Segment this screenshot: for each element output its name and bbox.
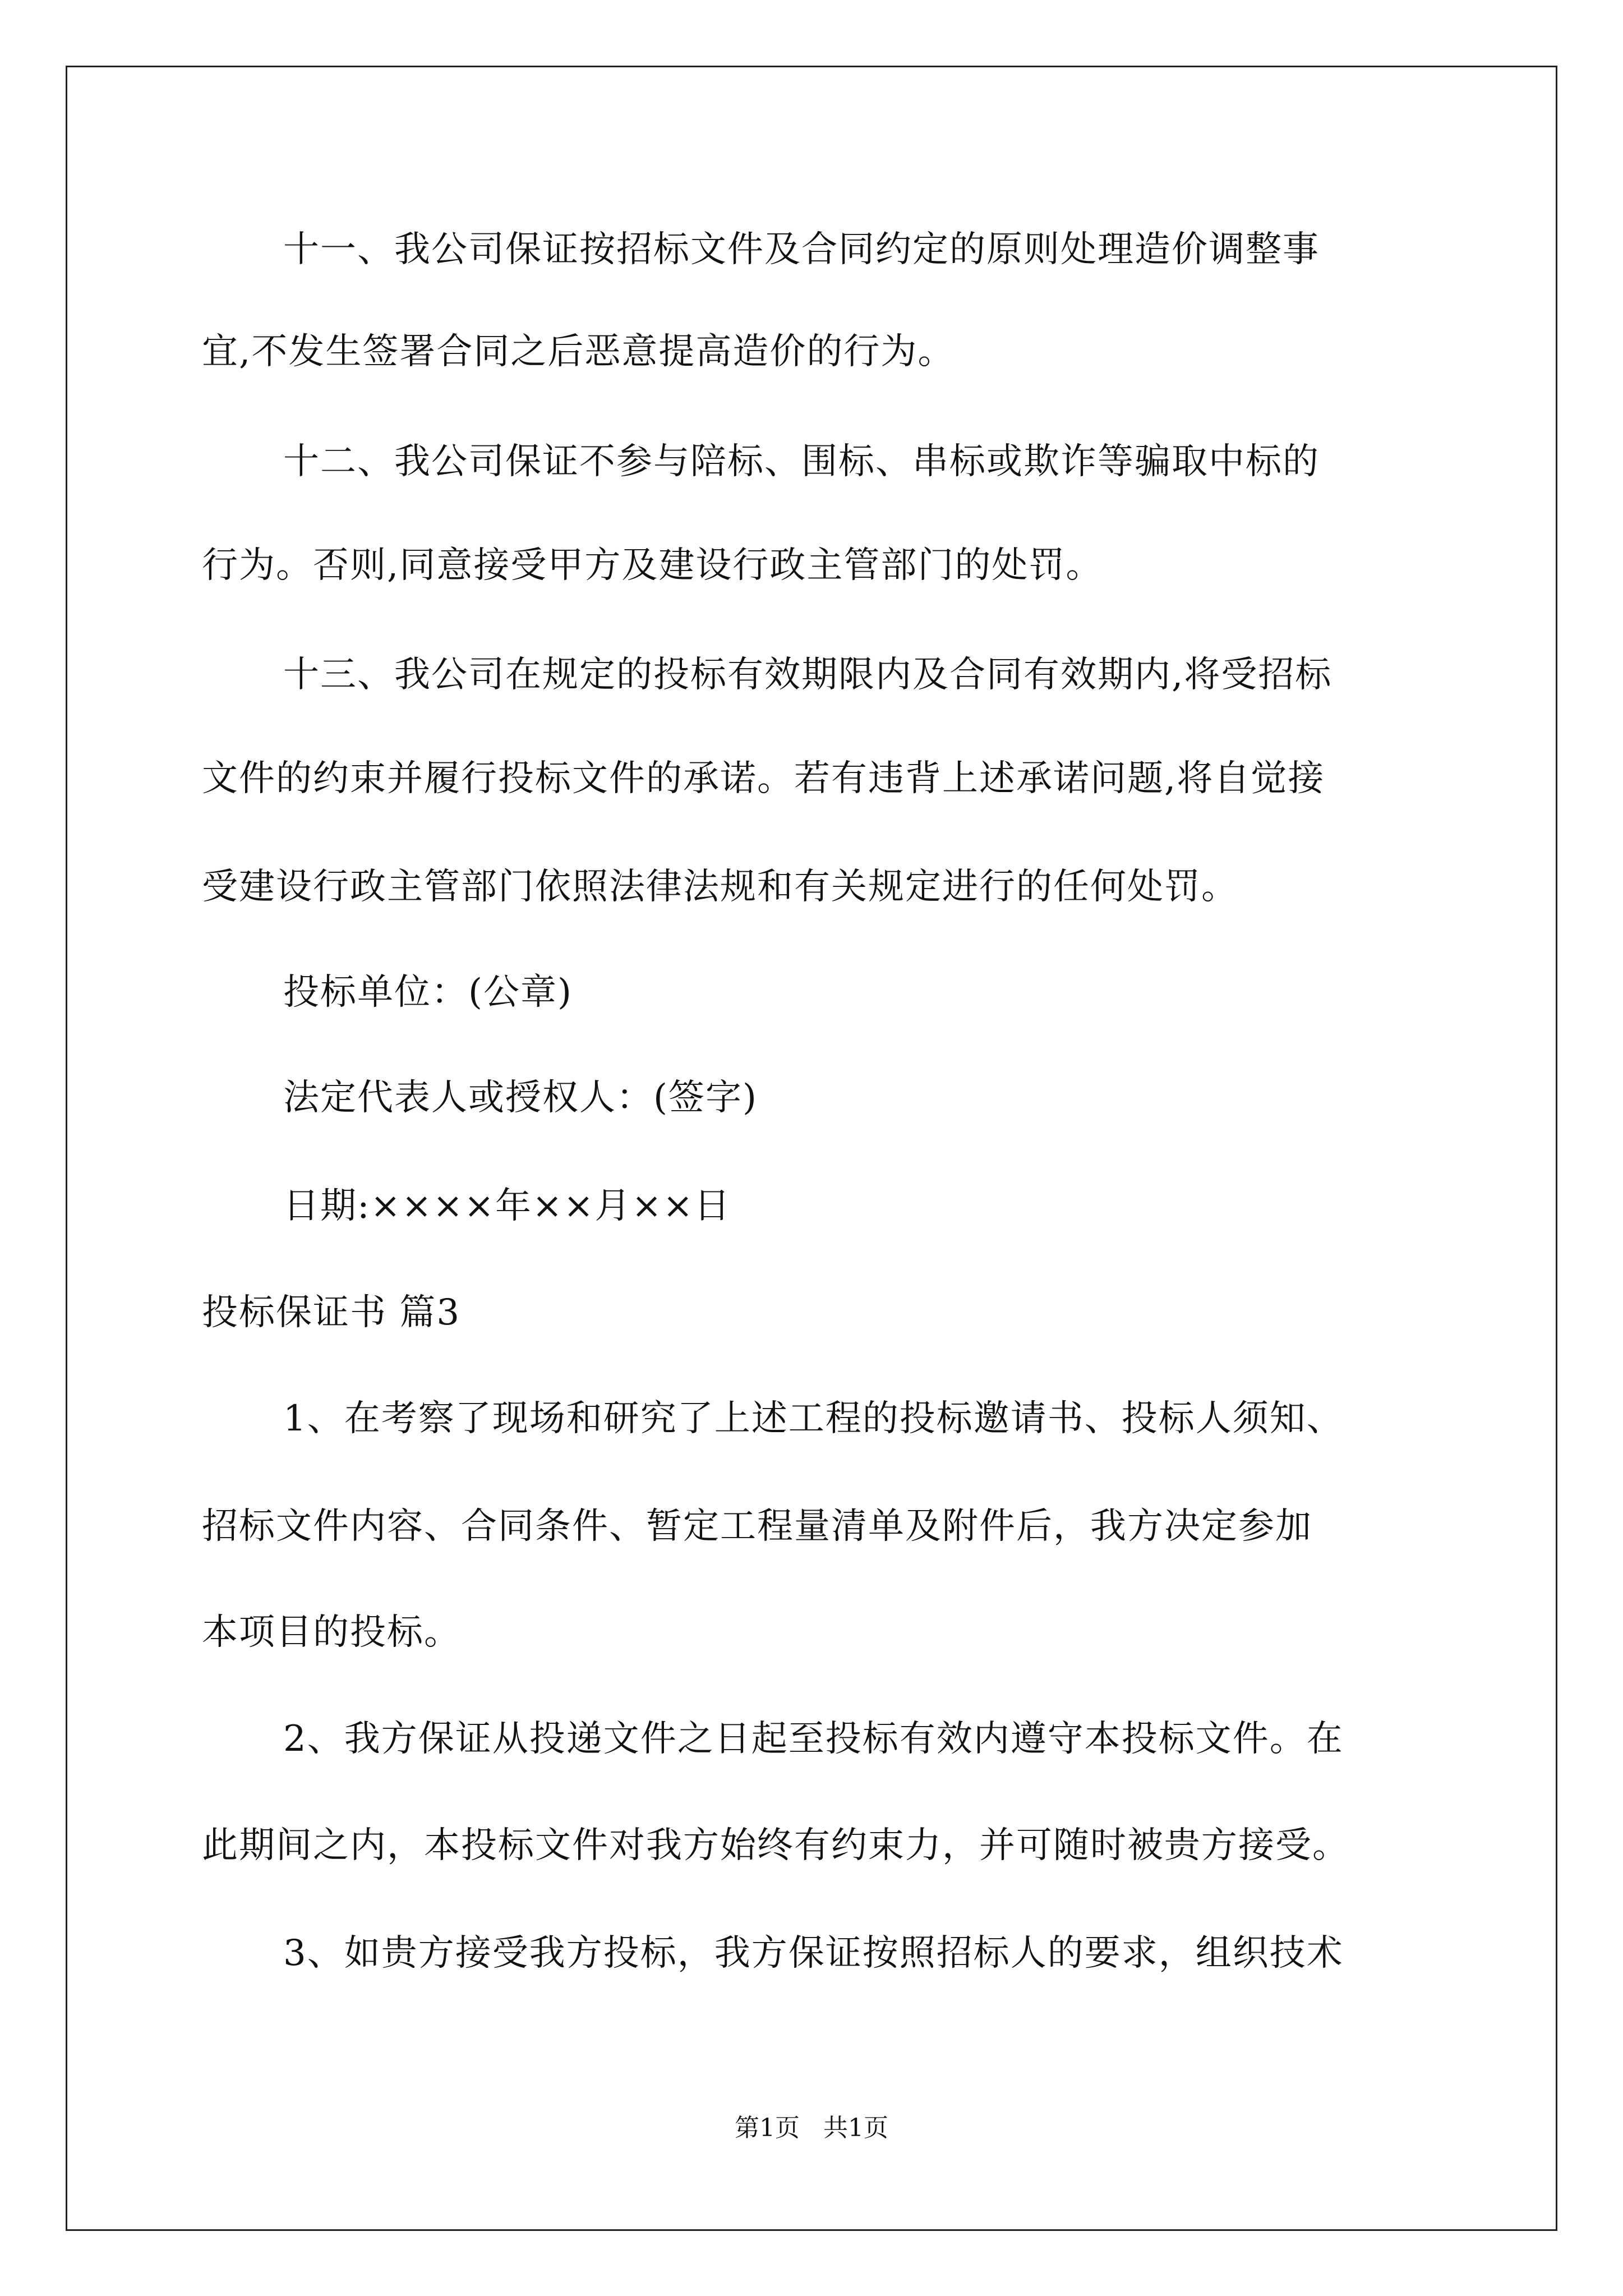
legal-representative-line: 法定代表人或授权人：(签字) [283,1077,758,1119]
item-3-line-1: 3、如贵方接受我方投标，我方保证按照招标人的要求，组织技术 [283,1932,1344,1974]
paragraph-13-line-3: 受建设行政主管部门依照法律法规和有关规定进行的任何处罚。 [202,866,1238,908]
page-border [66,66,1557,2231]
paragraph-13-line-2: 文件的约束并履行投标文件的承诺。若有违背上述承诺问题,将自觉接 [202,758,1325,799]
item-1-line-2: 招标文件内容、合同条件、暂定工程量清单及附件后，我方决定参加 [202,1506,1312,1547]
paragraph-12-line-1: 十二、我公司保证不参与陪标、围标、串标或欺诈等骗取中标的 [283,441,1320,482]
paragraph-12-line-2: 行为。否则,同意接受甲方及建设行政主管部门的处罚。 [202,545,1103,586]
paragraph-13-line-1: 十三、我公司在规定的投标有效期限内及合同有效期内,将受招标 [283,654,1332,696]
section-heading: 投标保证书 篇3 [202,1292,461,1333]
item-1-line-3: 本项目的投标。 [202,1612,461,1653]
bidder-seal-line: 投标单位：(公章) [283,972,573,1013]
paragraph-11-line-1: 十一、我公司保证按招标文件及合同约定的原则处理造价调整事 [283,229,1320,270]
date-line: 日期:××××年××月××日 [283,1185,731,1227]
item-2-line-2: 此期间之内，本投标文件对我方始终有约束力，并可随时被贵方接受。 [202,1825,1349,1866]
item-2-line-1: 2、我方保证从投递文件之日起至投标有效内遵守本投标文件。在 [283,1718,1344,1760]
paragraph-11-line-2: 宜,不发生签署合同之后恶意提高造价的行为。 [202,331,955,372]
page-number-footer: 第1页 共1页 [735,2114,888,2142]
item-1-line-1: 1、在考察了现场和研究了上述工程的投标邀请书、投标人须知、 [283,1398,1344,1439]
